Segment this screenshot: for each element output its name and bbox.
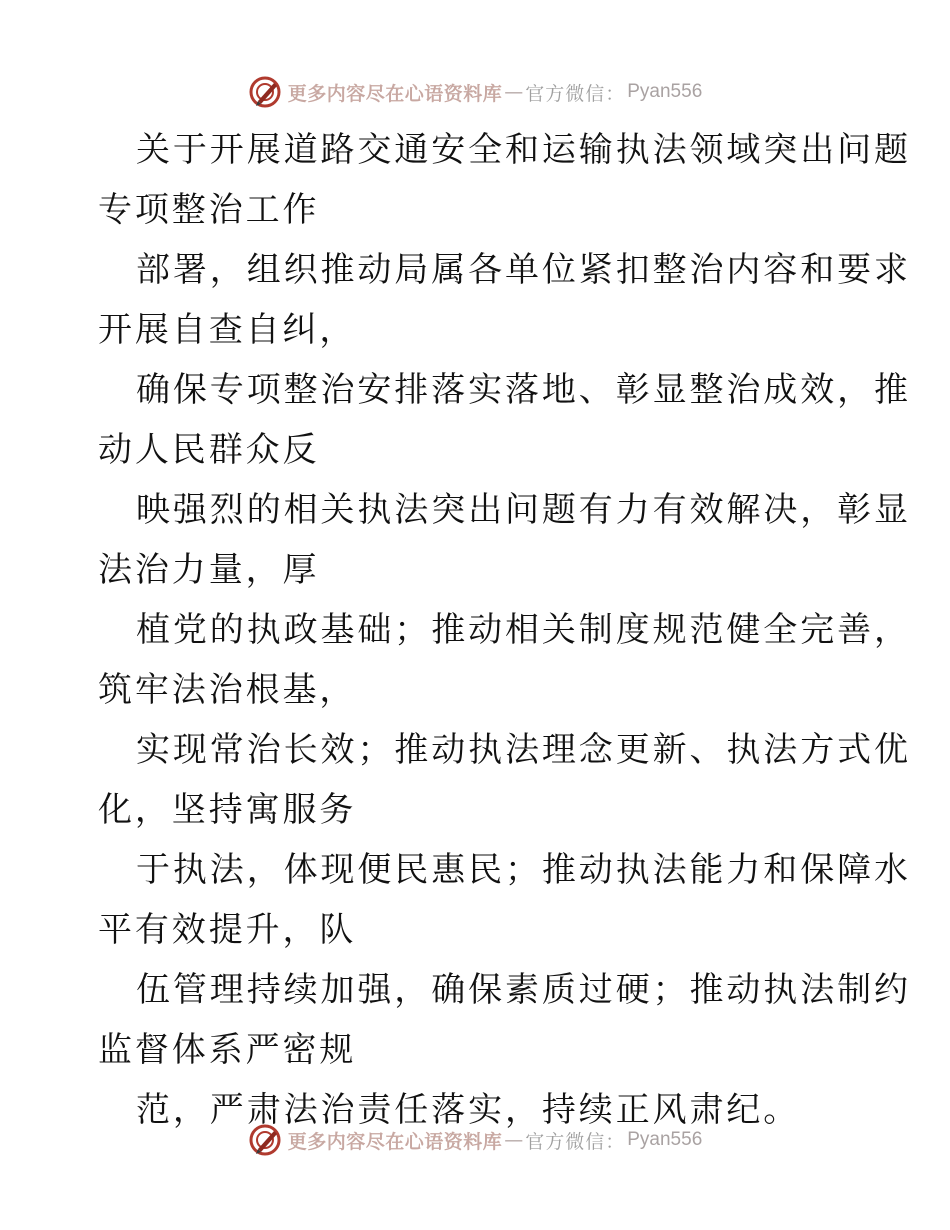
paragraph-line: 平有效提升，队 bbox=[98, 910, 357, 950]
paragraph-line: 专项整治工作 bbox=[98, 190, 320, 230]
paragraph-line: 映强烈的相关执法突出问题有力有效解决，彰显 bbox=[136, 490, 911, 530]
paragraph-line: 关于开展道路交通安全和运输执法领域突出问题 bbox=[136, 130, 911, 170]
header-wechat-id: Pyan556 bbox=[627, 81, 703, 102]
footer-site-text: 更多内容尽在心语资料库 bbox=[287, 1130, 503, 1153]
header-site-text: 更多内容尽在心语资料库 bbox=[287, 82, 503, 105]
header-watermark-banner bbox=[0, 72, 950, 112]
pen-circle-icon bbox=[248, 1123, 282, 1157]
paragraph-line: 动人民群众反 bbox=[98, 430, 320, 470]
paragraph-line: 实现常治长效；推动执法理念更新、执法方式优 bbox=[136, 730, 911, 770]
paragraph-line: 范，严肃法治责任落实，持续正风肃纪。 bbox=[136, 1090, 801, 1130]
paragraph-line: 筑牢法治根基， bbox=[98, 670, 357, 710]
footer-wechat-id: Pyan556 bbox=[627, 1129, 703, 1150]
paragraph-line: 开展自查自纠， bbox=[98, 310, 357, 350]
paragraph-line: 化，坚持寓服务 bbox=[98, 790, 357, 830]
paragraph-line: 植党的执政基础；推动相关制度规范健全完善， bbox=[136, 610, 911, 650]
footer-dash: — bbox=[504, 1129, 524, 1151]
paragraph-line: 伍管理持续加强，确保素质过硬；推动执法制约 bbox=[136, 970, 911, 1010]
paragraph-line: 于执法，体现便民惠民；推动执法能力和保障水 bbox=[136, 850, 911, 890]
paragraph-line: 监督体系严密规 bbox=[98, 1030, 357, 1070]
header-official-text: 官方微信： bbox=[525, 82, 626, 105]
pen-circle-icon bbox=[248, 75, 282, 109]
footer-official-text: 官方微信： bbox=[525, 1130, 626, 1153]
paragraph-line: 部署，组织推动局属各单位紧扣整治内容和要求 bbox=[136, 250, 911, 290]
footer-watermark-banner bbox=[0, 1120, 950, 1160]
header-dash: — bbox=[504, 81, 524, 103]
document-body bbox=[98, 120, 911, 1140]
paragraph-line: 确保专项整治安排落实落地、彰显整治成效，推 bbox=[136, 370, 911, 410]
paragraph-line: 法治力量，厚 bbox=[98, 550, 320, 590]
